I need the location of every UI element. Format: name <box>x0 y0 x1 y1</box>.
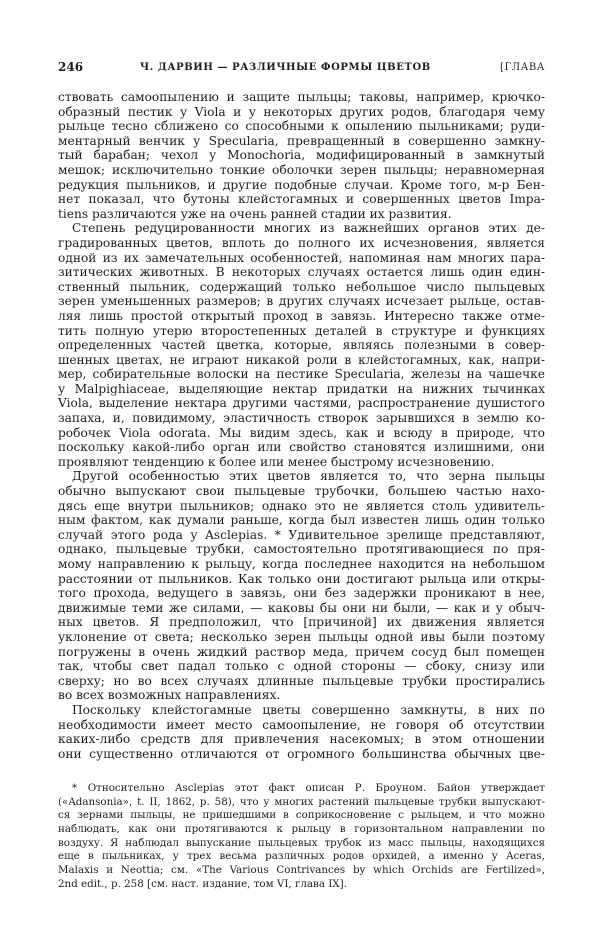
footnote-line: еще в пыльниках, у трех весьма различных родов орхидей, а именно у Aceras, <box>58 850 545 863</box>
text-line: запаха, и, повидимому, эластичность створок зарывшихся в землю ко- <box>58 411 545 426</box>
text-line: ствовать самоопылению и защите пыльцы; таковы, например, крючко- <box>58 90 545 104</box>
text-line: определенных частей цветка, которые, являясь полезными в совер- <box>58 338 545 353</box>
text-line: обычно выпускают свои пыльцевые трубочки, большею частью нахо- <box>58 484 545 499</box>
text-line: ным фактом, как думали раньше, когда был известен лишь один только <box>58 513 545 528</box>
text-line: ляя лишь простой открытый проход в завязь. Интересно также отме- <box>58 308 545 323</box>
text-line: tiens различаются уже на очень ранней стадии их развития. <box>58 206 452 221</box>
text-line: мому направлению к рыльцу, когда последнее находится на небольшом <box>58 557 545 571</box>
page-number: 246 <box>58 60 84 74</box>
footnote-line: 2nd edit., p. 258 [см. наст. издание, том VI, глава IX]. <box>58 877 347 890</box>
text-line: уклонение от света; несколько зерен пыльцы одной ивы были поэтому <box>58 629 545 644</box>
text-line: движимые теми же силами, — каковы бы они ни были, — как и у обыч- <box>58 600 545 615</box>
footnote-line: ся зернами пыльцы, не пришедшими в соприкосновение с рыльцем, и что можно <box>58 809 545 822</box>
text-line: образный пестик у Viola и у некоторых других родов, благодаря чему <box>58 104 545 119</box>
text-line: у Malpighiaceae, выделяющие нектар придатки на нижних тычинках <box>58 381 545 396</box>
text-line: ных цветов. Я предположил, что [причиной] их движения является <box>58 615 545 630</box>
text-line: Другой особенностью этих цветов является то, что зерна пыльцы <box>72 469 545 484</box>
running-title: Ч. ДАРВИН — РАЗЛИЧНЫЕ ФОРМЫ ЦВЕТОВ <box>140 62 431 73</box>
text-line: одной из их замечательных особенностей, напоминая нам многих пара- <box>58 250 545 265</box>
text-line: они существенно отличаются от огромного большинства обычных цве- <box>58 746 545 761</box>
text-line: сверху; но во всех случаях длинные пыльцевые трубки простирались <box>58 673 545 688</box>
text-line: тить полную утерю второстепенных деталей в структуре и функциях <box>58 323 545 338</box>
chapter-label: [ГЛАВА <box>500 62 545 73</box>
text-line: Поскольку клейстогамные цветы совершенно замкнуты, в них по <box>72 702 545 717</box>
text-line: поскольку какой-либо орган или свойство становятся излишними, они <box>58 440 545 455</box>
text-line: зерен уменьшенных размеров; в других случаях исчезает рыльце, остав- <box>58 294 545 309</box>
text-line: градированных цветов, вплоть до полного их исчезновения, является <box>58 235 545 250</box>
footnote-line: («Adansonia», t. II, 1862, p. 58), что у многих растений пыльцевые трубки выпускают- <box>58 795 545 808</box>
text-line: мешок; исключительно тонкие оболочки зерен пыльцы; неравномерная <box>58 162 545 177</box>
text-line: тый барабан; чехол у Monochoria, модифицированный в замкнутый <box>58 148 545 163</box>
text-line: робочек Viola odorata. Мы видим здесь, как и всюду в природе, что <box>58 425 545 440</box>
paragraph <box>58 703 545 761</box>
text-line: проявляют тенденцию к более или менее быстрому исчезновению. <box>58 454 495 469</box>
text-line: рыльце тесно сближено со способными к опылению пыльниками; руди- <box>58 119 545 134</box>
text-line: шенных цветах, не играют никакой роли в клейстогамных, как, напри- <box>58 352 545 367</box>
text-line: зитических животных. В некоторых случаях остается лишь один един- <box>58 265 545 280</box>
paragraph <box>58 221 545 469</box>
text-line: нет показал, что бутоны клейстогамных и совершенных цветов Impa- <box>58 192 545 207</box>
text-line: однако, пыльцевые трубки, самостоятельно протягивающиеся по пря- <box>58 542 545 557</box>
text-line: необходимости имеет место самоопыление, не говоря об отсутствии <box>58 717 545 732</box>
text-line: погружены в очень жидкий раствор меда, причем сосуд был помещен <box>58 644 545 659</box>
text-line: каких-либо средств для привлечения насекомых; в этом отношении <box>58 732 545 747</box>
text-line: мер, собирательные волоски на пестике Specularia, железы на чашечке <box>58 367 545 382</box>
text-line: того прохода, ведущего в завязь, они без задержки проникают в нее, <box>58 586 545 601</box>
text-line: редукция пыльников, и другие подобные случаи. Кроме того, м-р Бен- <box>58 177 545 192</box>
text-line: случай этого рода у Asclepias. * Удивительное зрелище представляют, <box>58 527 545 542</box>
footnote-line: наблюдать, как они протягиваются к рыльцу в горизонтальном направлении по <box>58 823 545 836</box>
paragraph <box>58 90 545 221</box>
text-line: расстоянии от пыльников. Как только они достигают рыльца или откры- <box>58 571 545 586</box>
text-line: Степень редуцированности многих из важнейших органов этих де- <box>72 221 545 236</box>
text-line: ментарный венчик у Specularia, превращенный в совершенно замкну- <box>58 133 545 148</box>
footnote-line: * Относительно Asclepias этот факт описан Р. Броуном. Байон утверждает <box>72 782 545 794</box>
text-line: дясь еще внутри пыльников; однако это не является столь удивитель- <box>58 498 545 513</box>
body-text <box>58 90 545 761</box>
text-line: во всех возможных направлениях. <box>58 688 281 703</box>
text-line: так, чтобы свет падал только с одной стороны — сбоку, снизу или <box>58 659 545 674</box>
footnote <box>58 782 545 892</box>
text-line: ственный пыльник, содержащий только небольшое число пыльцевых <box>58 279 545 294</box>
footnote-line: Malaxis и Neottia; см. «The Various Contrivances by which Orchids are Fertilized», <box>58 864 545 877</box>
footnote-line: воздуху. Я наблюдал выпускание пыльцевых трубок из масс пыльцы, находящихся <box>58 836 545 849</box>
text-line: Viola, выделение нектара другими частями, распространение душистого <box>58 396 545 411</box>
paragraph <box>58 469 545 703</box>
page-header <box>58 60 545 76</box>
